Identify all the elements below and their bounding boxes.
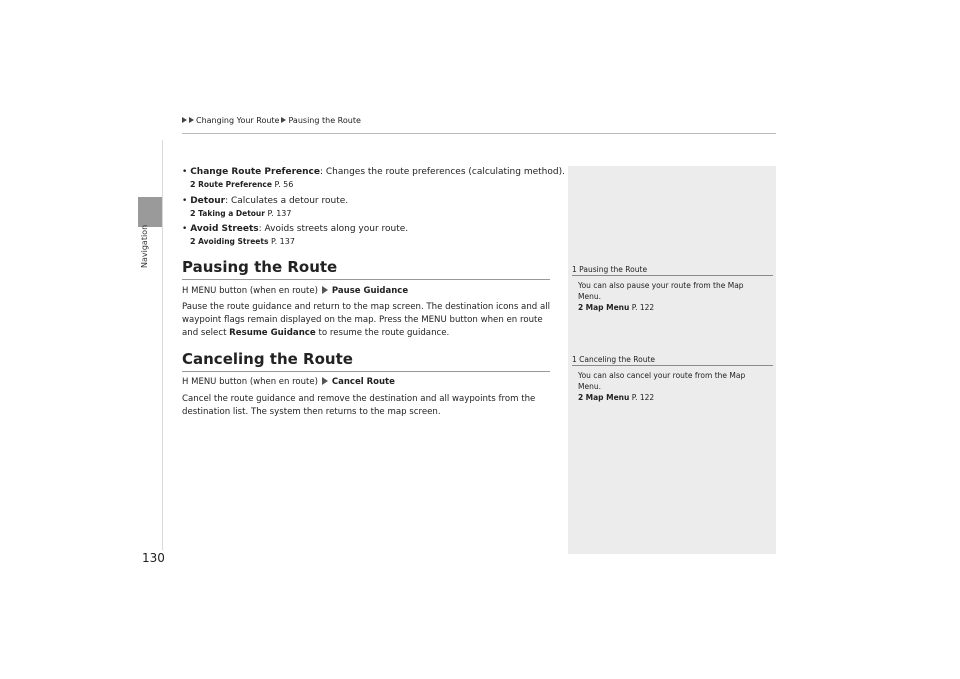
note-title xyxy=(572,355,655,364)
reference-page: P. 122 xyxy=(631,393,655,402)
chapter-tab xyxy=(138,197,162,227)
page-number: 130 xyxy=(142,551,165,565)
menu-path-target: Cancel Route xyxy=(331,377,395,387)
home-icon: H xyxy=(182,286,189,296)
note-text: You can also pause your route from the Map Menu. xyxy=(578,281,744,301)
cross-reference[interactable] xyxy=(190,180,293,189)
section-rule xyxy=(182,279,550,280)
arrow-icon xyxy=(182,117,187,123)
reference-title[interactable]: Map Menu xyxy=(585,393,630,402)
arrow-icon xyxy=(322,286,328,294)
bullet-item xyxy=(182,196,348,206)
paragraph-bold: Resume Guidance xyxy=(229,328,316,338)
note-rule xyxy=(572,365,773,366)
arrow-icon xyxy=(189,117,194,123)
bullet-item xyxy=(182,224,408,234)
reference-title[interactable]: Avoiding Streets xyxy=(198,237,269,246)
reference-page: P. 137 xyxy=(271,237,295,246)
note-rule xyxy=(572,275,773,276)
note-icon: 1 xyxy=(572,265,577,274)
bullet-term: Detour xyxy=(190,196,226,206)
note-body xyxy=(578,370,768,403)
sidebar-divider xyxy=(162,140,163,550)
reference-icon: 2 xyxy=(190,237,196,246)
header-rule xyxy=(182,133,776,134)
breadcrumb xyxy=(182,116,361,125)
bullet-dot: • xyxy=(182,196,188,206)
section-heading-cancel: Canceling the Route xyxy=(182,350,353,368)
bullet-term: Avoid Streets xyxy=(190,224,259,234)
menu-path-text: MENU button (when en route) xyxy=(191,377,318,387)
reference-page: P. 137 xyxy=(267,209,292,218)
bullet-dot: • xyxy=(182,224,188,234)
paragraph-text: to resume the route guidance. xyxy=(318,328,450,338)
section-rule xyxy=(182,371,550,372)
reference-icon: 2 xyxy=(190,209,196,218)
home-icon: H xyxy=(182,377,189,387)
cross-reference[interactable] xyxy=(190,209,291,218)
reference-title[interactable]: Route Preference xyxy=(198,180,272,189)
note-icon: 1 xyxy=(572,355,577,364)
reference-title[interactable]: Map Menu xyxy=(585,303,630,312)
breadcrumb-part-2[interactable]: Pausing the Route xyxy=(288,116,361,125)
reference-icon: 2 xyxy=(578,393,584,402)
menu-path-text: MENU button (when en route) xyxy=(191,286,318,296)
menu-path xyxy=(182,286,408,296)
cross-reference[interactable] xyxy=(190,237,295,246)
menu-path xyxy=(182,377,395,387)
section-heading-pause: Pausing the Route xyxy=(182,258,338,276)
bullet-desc: : Changes the route preferences (calculating method). xyxy=(319,167,565,177)
reference-icon: 2 xyxy=(190,180,196,189)
reference-page: P. 122 xyxy=(631,303,655,312)
reference-title[interactable]: Taking a Detour xyxy=(198,209,265,218)
note-text: You can also cancel your route from the Map Menu. xyxy=(578,371,746,391)
arrow-icon xyxy=(281,117,286,123)
note-title xyxy=(572,265,647,274)
paragraph: Cancel the route guidance and remove the destination and all waypoints from the destination list. The system then returns to the map screen. xyxy=(182,394,536,417)
note-title-text: Canceling the Route xyxy=(579,355,656,364)
bullet-dot: • xyxy=(182,167,188,177)
reference-icon: 2 xyxy=(578,303,584,312)
paragraph xyxy=(182,301,552,340)
chapter-label: Navigation xyxy=(140,224,149,268)
note-body xyxy=(578,280,768,313)
bullet-desc: : Calculates a detour route. xyxy=(225,196,349,206)
paragraph-text: Pause the route guidance and return to the map screen. The destination icons and all waypoint flags remain displayed on the map. Press the MENU button when en route and select xyxy=(182,302,550,338)
bullet-term: Change Route Preference xyxy=(190,167,320,177)
arrow-icon xyxy=(322,377,328,385)
breadcrumb-part-1[interactable]: Changing Your Route xyxy=(196,116,280,125)
reference-page: P. 56 xyxy=(274,180,294,189)
note-title-text: Pausing the Route xyxy=(579,265,648,274)
menu-path-target: Pause Guidance xyxy=(331,286,409,296)
bullet-item xyxy=(182,167,565,177)
bullet-desc: : Avoids streets along your route. xyxy=(258,224,409,234)
